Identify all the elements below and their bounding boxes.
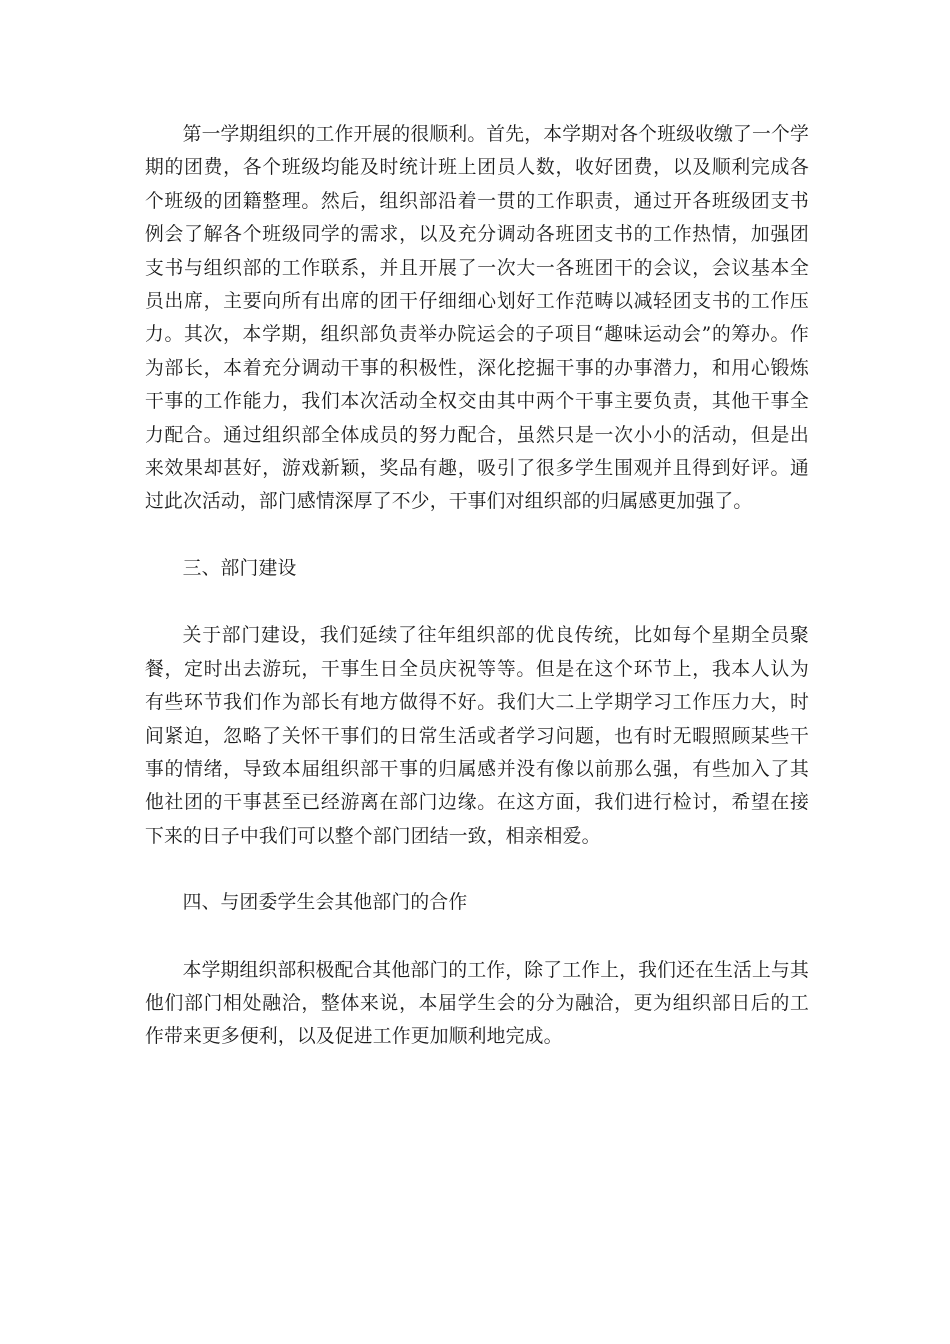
document-page [145, 118, 809, 1054]
section-heading-department-building: 三、部门建设 [182, 557, 297, 579]
paragraph-cooperation: 本学期组织部积极配合其他部门的工作，除了工作上，我们还在生活上与其他们部门相处融洽，整体来说，本届学生会的分为融洽，更为组织部日后的工作带来更多便利，以及促进工作更加顺利地完成。 [145, 959, 809, 1048]
section-heading-cooperation: 四、与团委学生会其他部门的合作 [182, 892, 468, 914]
paragraph-department-building: 关于部门建设，我们延续了往年组织部的优良传统，比如每个星期全员聚餐，定时出去游玩，干事生日全员庆祝等等。但是在这个环节上，我本人认为有些环节我们作为部长有地方做得不好。我们大二上学期学习工作压力大，时间紧迫，忽略了关怀干事们的日常生活或者学习问题，也有时无暇照顾某些干事的情绪，导致本届组织部干事的归属感并没有像以前那么强，有些加入了其他社团的干事甚至已经游离在部门边缘。在这方面，我们进行检讨，希望在接下来的日子中我们可以整个部门团结一致，相亲相爱。 [145, 625, 809, 847]
paragraph-first-semester-work: 第一学期组织的工作开展的很顺利。首先，本学期对各个班级收缴了一个学期的团费，各个班级均能及时统计班上团员人数，收好团费，以及顺利完成各个班级的团籍整理。然后，组织部沿着一贯的工作职责，通过开各班级团支书例会了解各个班级同学的需求，以及充分调动各班团支书的工作热情，加强团支书与组织部的工作联系，并且开展了一次大一各班团干的会议，会议基本全员出席，主要向所有出席的团干仔细细心划好工作范畴以减轻团支书的工作压力。其次，本学期，组织部负责举办院运会的子项目“趣味运动会”的筹办。作为部长，本着充分调动干事的积极性，深化挖掘干事的办事潜力，和用心锻炼干事的工作能力，我们本次活动全权交由其中两个干事主要负责，其他干事全力配合。通过组织部全体成员的努力配合，虽然只是一次小小的活动，但是出来效果却甚好，游戏新颖，奖品有趣，吸引了很多学生围观并且得到好评。通过此次活动，部门感情深厚了不少，干事们对组织部的归属感更加强了。 [145, 124, 809, 513]
